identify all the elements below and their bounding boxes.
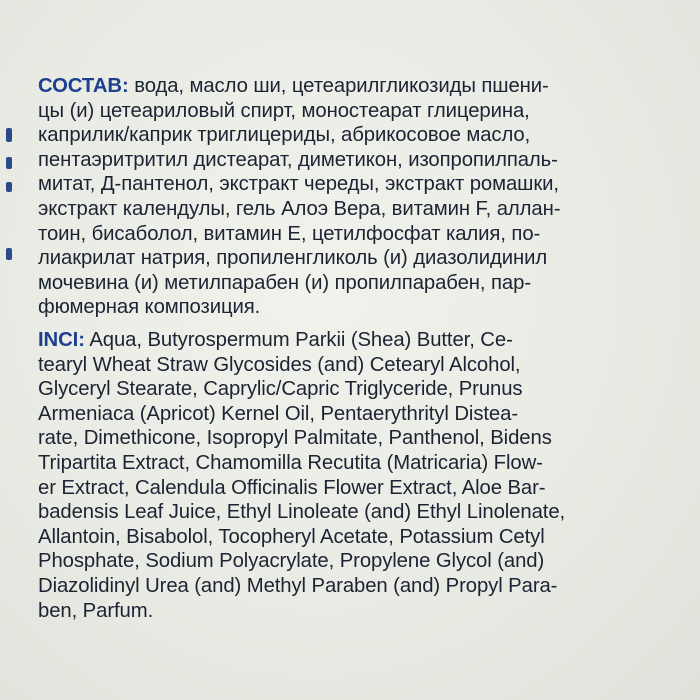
inci-line: ben, Parfum. bbox=[38, 598, 154, 622]
inci-line bbox=[38, 328, 688, 353]
package-edge-marks bbox=[0, 0, 30, 700]
composition-line: экстракт календулы, гель Алоэ Вера, витамин F, аллан- bbox=[38, 196, 561, 220]
inci-text: Aqua, Butyrospermum Parkii (Shea) Butter, Ce- bbox=[84, 328, 513, 351]
composition-line: пентаэритритил дистеарат, диметикон, изопропилпаль- bbox=[38, 147, 558, 171]
inci-line: tearyl Wheat Straw Glycosides (and) Cetearyl Alcohol, bbox=[38, 352, 521, 376]
inci-line: Phosphate, Sodium Polyacrylate, Propylene Glycol (and) bbox=[38, 549, 545, 573]
inci-line: Armeniaca (Apricot) Kernel Oil, Pentaerythrityl Distea- bbox=[38, 401, 518, 425]
composition-section bbox=[38, 74, 694, 320]
composition-line: тоин, бисаболол, витамин Е, цетилфосфат калия, по- bbox=[38, 221, 541, 245]
edge-mark bbox=[6, 157, 12, 169]
composition-heading: СОСТАВ: bbox=[38, 74, 129, 97]
inci-line: Allantoin, Bisabolol, Tocopheryl Acetate, Potassium Cetyl bbox=[38, 524, 545, 548]
composition-line: фюмерная композиция. bbox=[38, 295, 261, 319]
inci-heading: INCI: bbox=[38, 328, 85, 351]
inci-line: rate, Dimethicone, Isopropyl Palmitate, Panthenol, Bidens bbox=[38, 426, 552, 450]
inci-line: badensis Leaf Juice, Ethyl Linoleate (and) Ethyl Linolenate, bbox=[38, 500, 566, 524]
inci-line: er Extract, Calendula Officinalis Flower Extract, Aloe Bar- bbox=[38, 475, 546, 499]
inci-line: Diazolidinyl Urea (and) Methyl Paraben (and) Propyl Para- bbox=[38, 573, 558, 597]
composition-line: мочевина (и) метилпарабен (и) пропилпарабен, пар- bbox=[38, 270, 531, 294]
inci-section bbox=[38, 328, 694, 623]
edge-mark bbox=[6, 248, 12, 260]
edge-mark bbox=[6, 182, 12, 192]
composition-text: вода, масло ши, цетеарилгликозиды пшени- bbox=[128, 74, 549, 97]
composition-line: каприлик/каприк триглицериды, абрикосовое масло, bbox=[38, 123, 531, 147]
composition-line: митат, Д-пантенол, экстракт череды, экстракт ромашки, bbox=[38, 172, 559, 196]
composition-line: цы (и) цетеариловый спирт, моностеарат глицерина, bbox=[38, 98, 530, 122]
inci-line: Tripartita Extract, Chamomilla Recutita (Matricaria) Flow- bbox=[38, 450, 543, 474]
composition-line: лиакрилат натрия, пропиленгликоль (и) диазолидинил bbox=[38, 246, 548, 270]
inci-line: Glyceryl Stearate, Caprylic/Capric Triglyceride, Prunus bbox=[38, 377, 523, 401]
composition-line bbox=[38, 74, 688, 99]
edge-mark bbox=[6, 128, 12, 142]
